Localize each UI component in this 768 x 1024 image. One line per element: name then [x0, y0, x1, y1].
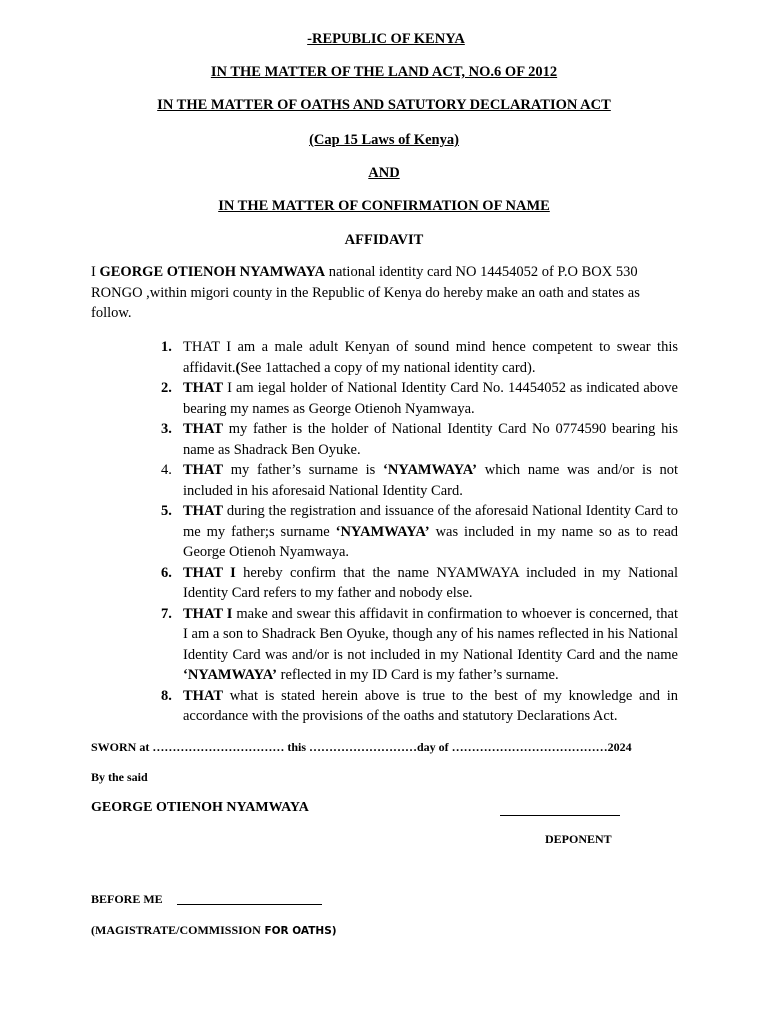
intro-paragraph: I GEORGE OTIENOH NYAMWAYA national identity card NO 14454052 of P.O BOX 530 RONGO ,within migori county in the Republic of Kenya do hereby make an oath and states as follow.: [91, 264, 640, 321]
heading-cap15: (Cap 15 Laws of Kenya): [309, 132, 459, 148]
list-item: 4. THAT my father’s surname is ‘NYAMWAYA’ which name was and/or is not included in his aforesaid National Identity Card.: [161, 462, 678, 499]
magistrate-label: (MAGISTRATE/COMMISSION FOR OATHS): [91, 923, 337, 937]
before-me-label: BEFORE ME: [91, 892, 163, 906]
list-item: 5. THAT during the registration and issuance of the aforesaid National Identity Card to me my father;s surname ‘NYAMWAYA’ was included in my name so as to read George Otienoh Nyamwaya.: [161, 503, 679, 560]
by-the-said-label: By the said: [91, 770, 148, 784]
list-item: 7. THAT I make and swear this affidavit in confirmation to whoever is concerned, that I am a son to Shadrack Ben Oyuke, though any of his names reflected in his National Identity Card was and/or is not included in my National Identity Card and the name ‘NYAMWAYA’ reflected in my ID Card is my father’s surname.: [161, 605, 678, 683]
list-item: 6. THAT I hereby confirm that the name NYAMWAYA included in my National Identity Card refers to my father and nobody else.: [161, 564, 679, 601]
commissioner-signature-line: [177, 888, 322, 905]
deponent-label: DEPONENT: [545, 832, 612, 846]
heading-affidavit: AFFIDAVIT: [344, 232, 424, 248]
statements-list: [150, 337, 678, 727]
sworn-line: SWORN at …………………………… this ………………………day of …………………………………2024: [91, 740, 632, 754]
list-item: 3. THAT my father is the holder of National Identity Card No 0774590 bearing his name as Shadrack Ben Oyuke.: [161, 421, 678, 458]
deponent-name: GEORGE OTIENOH NYAMWAYA: [91, 800, 309, 815]
list-item: 8. THAT what is stated herein above is true to the best of my knowledge and in accordance with the provisions of the oaths and statutory Declarations Act.: [161, 687, 678, 724]
heading-land-act: IN THE MATTER OF THE LAND ACT, NO.6 OF 2012: [210, 64, 558, 80]
heading-oaths-act: IN THE MATTER OF OATHS AND SATUTORY DECLARATION ACT: [157, 97, 611, 113]
deponent-name-inline: GEORGE OTIENOH NYAMWAYA: [99, 264, 326, 280]
list-item: 2. THAT I am iegal holder of National Identity Card No. 14454052 as indicated above bearing my names as George Otienoh Nyamwaya.: [161, 380, 678, 417]
list-item: 1. THAT I am a male adult Kenyan of sound mind hence competent to swear this affidavit.(See 1attached a copy of my national identity card).: [161, 339, 678, 376]
deponent-signature-line: [500, 799, 620, 816]
heading-confirmation: IN THE MATTER OF CONFIRMATION OF NAME: [218, 198, 550, 214]
heading-republic: -REPUBLIC OF KENYA: [307, 31, 465, 47]
heading-and: AND: [368, 165, 400, 181]
